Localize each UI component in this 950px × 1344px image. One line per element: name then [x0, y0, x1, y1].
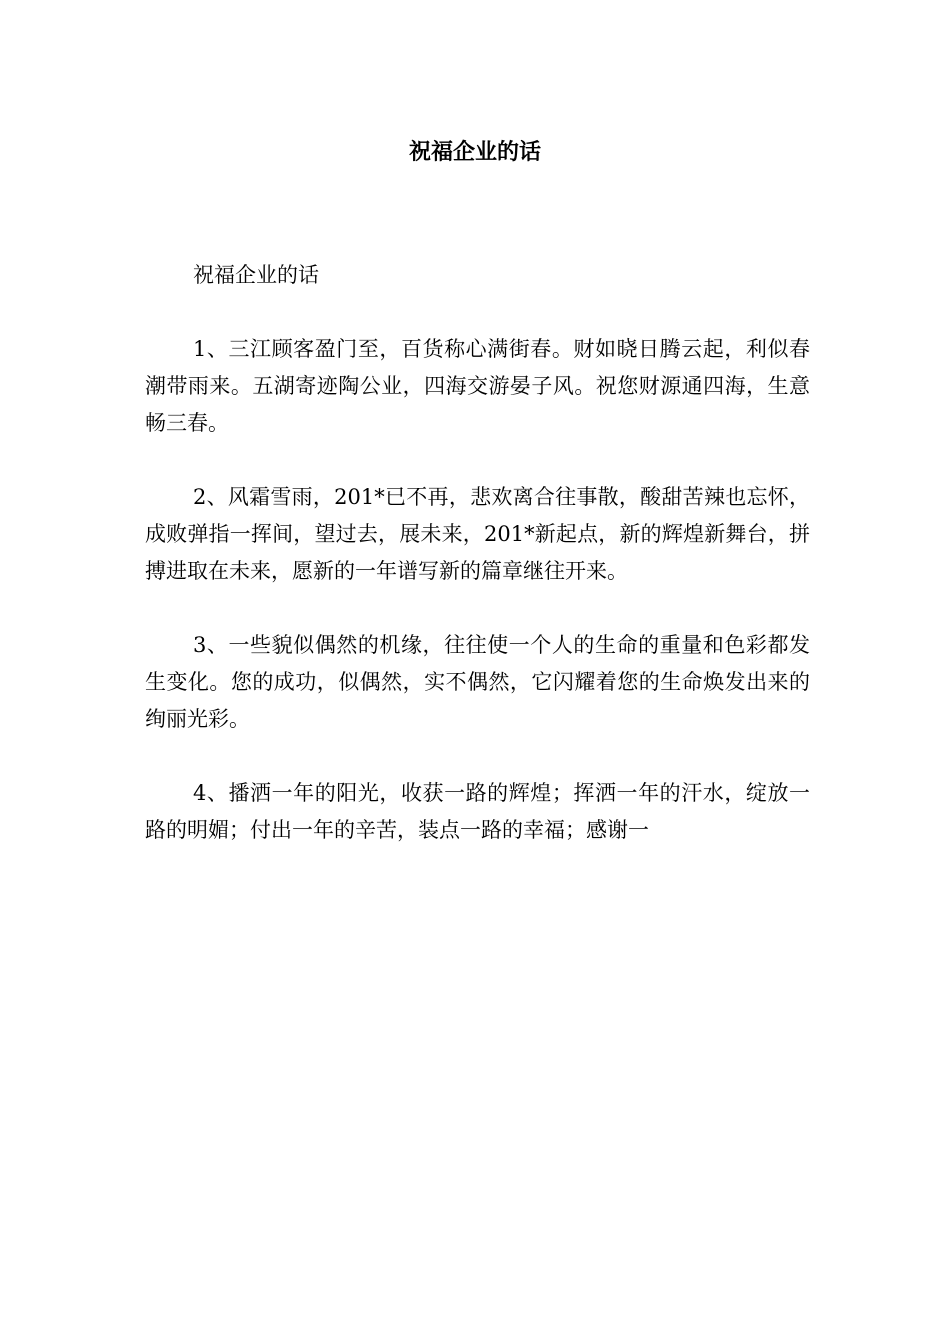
paragraph-3: 3、一些貌似偶然的机缘，往往使一个人的生命的重量和色彩都发生变化。您的成功，似偶然，实不偶然，它闪耀着您的生命焕发出来的绚丽光彩。: [145, 633, 810, 731]
document-body: [145, 257, 810, 849]
paragraph-1: 1、三江顾客盈门至，百货称心满街春。财如晓日腾云起，利似春潮带雨来。五湖寄迹陶公业，四海交游晏子风。祝您财源通四海，生意畅三春。: [145, 337, 810, 435]
paragraph-subtitle: 祝福企业的话: [193, 263, 319, 287]
paragraph-2: 2、风霜雪雨，201*已不再，悲欢离合往事散，酸甜苦辣也忘怀，成败弹指一挥间，望过去，展未来，201*新起点，新的辉煌新舞台，拼搏进取在未来，愿新的一年谱写新的篇章继往开来。: [145, 485, 810, 583]
document-title: 祝福企业的话: [408, 139, 541, 165]
paragraph-4: 4、播洒一年的阳光，收获一路的辉煌；挥洒一年的汗水，绽放一路的明媚；付出一年的辛苦，装点一路的幸福；感谢一: [145, 781, 810, 842]
